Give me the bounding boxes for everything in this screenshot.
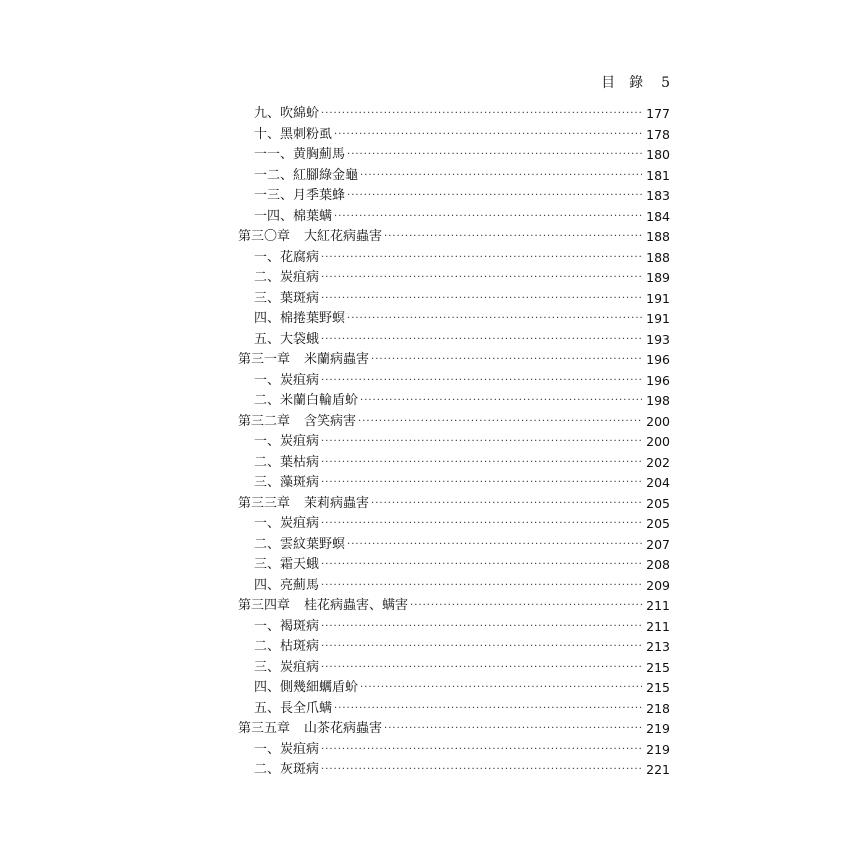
toc-entry-label <box>238 719 382 740</box>
toc-item-row <box>238 391 670 412</box>
toc-page-number: 200 <box>646 413 670 429</box>
toc-page-number: 209 <box>646 577 670 593</box>
dot-leader <box>321 104 642 124</box>
toc-chapter-title: 山茶花病蟲害 <box>304 721 383 736</box>
dot-leader <box>321 760 642 780</box>
toc-page-number: 205 <box>646 516 670 531</box>
toc-item-row <box>238 330 670 351</box>
toc-page-number: 177 <box>646 106 670 121</box>
toc-chapter-number: 第三五章 <box>238 721 291 736</box>
toc-chapter-row <box>238 227 670 248</box>
dot-leader <box>371 350 642 370</box>
toc-page-number: 204 <box>646 475 670 490</box>
dot-leader <box>321 371 642 391</box>
dot-leader <box>384 227 642 247</box>
toc-page-number: 191 <box>646 311 670 326</box>
dot-leader <box>334 125 642 145</box>
toc-item-row <box>238 104 670 125</box>
toc-page-number: 180 <box>646 147 670 162</box>
toc-chapter-number: 第三四章 <box>238 598 291 613</box>
toc-page-number: 211 <box>646 598 670 613</box>
toc-item-row <box>238 576 670 597</box>
dot-leader <box>360 391 642 411</box>
toc-page-number: 205 <box>646 495 670 511</box>
toc-entry-label: 九、吹綿蚧 <box>254 106 320 121</box>
toc-page-number: 202 <box>646 454 670 470</box>
toc-item-row <box>238 473 670 494</box>
toc-entry-label <box>238 350 369 371</box>
dot-leader <box>321 576 642 596</box>
toc-item-row <box>238 166 670 187</box>
toc-item-row <box>238 309 670 330</box>
dot-leader <box>371 494 642 514</box>
toc-page-number: 193 <box>646 331 670 347</box>
dot-leader <box>347 309 642 329</box>
toc-page-number: 191 <box>646 290 670 306</box>
toc-entry-label: 二、葉枯病 <box>254 454 320 470</box>
toc-page-number: 188 <box>646 229 670 244</box>
toc-chapter-row <box>238 350 670 371</box>
toc-item-row <box>238 699 670 720</box>
running-header-page-number: 5 <box>661 75 670 91</box>
toc-chapter-title: 米蘭病蟲害 <box>304 352 370 367</box>
toc-entry-label: 一三、月季葉蜂 <box>254 188 346 203</box>
toc-page-number: 184 <box>646 208 670 224</box>
toc-entry-label: 二、炭疽病 <box>254 270 320 285</box>
toc-entry-label: 二、雲紋葉野螟 <box>254 536 346 552</box>
toc-entry-label <box>238 596 408 617</box>
toc-page-number: 221 <box>646 762 670 777</box>
toc-entry-label: 十、黑刺粉虱 <box>254 126 333 142</box>
toc-item-row <box>238 617 670 638</box>
toc-page-number: 211 <box>646 618 670 634</box>
toc-entry-label: 一一、黄胸薊馬 <box>254 147 346 162</box>
toc-entry-label: 四、棉捲葉野螟 <box>254 311 346 326</box>
toc-chapter-row <box>238 719 670 740</box>
toc-chapter-number: 第三二章 <box>238 413 291 429</box>
toc-page-number: 200 <box>646 434 670 449</box>
toc-item-row <box>238 678 670 699</box>
toc-chapter-row <box>238 596 670 617</box>
dot-leader <box>321 330 642 350</box>
toc-item-row <box>238 371 670 392</box>
dot-leader <box>410 596 642 616</box>
toc-page-number: 178 <box>646 126 670 142</box>
toc-page-number: 189 <box>646 270 670 285</box>
dot-leader <box>321 514 642 534</box>
toc-entry-label: 四、亮薊馬 <box>254 577 320 593</box>
toc-page-number: 181 <box>646 167 670 183</box>
toc-entry-label: 二、灰斑病 <box>254 762 320 777</box>
toc-page-number: 219 <box>646 741 670 757</box>
toc-chapter-number: 第三一章 <box>238 352 291 367</box>
toc-entry-label: 三、藻斑病 <box>254 475 320 490</box>
toc-item-row <box>238 535 670 556</box>
toc-page-number: 213 <box>646 639 670 654</box>
toc-page-number: 183 <box>646 188 670 203</box>
toc-entry-label: 一、炭疽病 <box>254 434 320 449</box>
toc-entry-label: 一二、紅腳綠金龜 <box>254 167 359 183</box>
toc-page-number: 215 <box>646 680 670 695</box>
dot-leader <box>360 166 642 186</box>
toc-chapter-title: 大紅花病蟲害 <box>304 229 383 244</box>
dot-leader <box>321 432 642 452</box>
toc-entry-label: 一、炭疽病 <box>254 741 320 757</box>
table-of-contents <box>238 104 670 781</box>
toc-item-row <box>238 145 670 166</box>
dot-leader <box>321 289 642 309</box>
toc-entry-label <box>238 412 356 433</box>
dot-leader <box>347 186 642 206</box>
toc-page-number: 218 <box>646 700 670 716</box>
toc-item-row <box>238 289 670 310</box>
toc-item-row <box>238 658 670 679</box>
dot-leader <box>358 412 642 432</box>
toc-entry-label: 五、大袋蛾 <box>254 331 320 347</box>
toc-chapter-title: 茉莉病蟲害 <box>304 495 370 511</box>
toc-chapter-number: 第三三章 <box>238 495 291 511</box>
toc-entry-label: 一四、棉葉螨 <box>254 208 333 224</box>
toc-entry-label: 一、花腐病 <box>254 249 320 265</box>
dot-leader <box>321 617 642 637</box>
toc-page-number: 188 <box>646 249 670 265</box>
toc-entry-label: 三、霜天蛾 <box>254 557 320 572</box>
toc-entry-label: 一、炭疽病 <box>254 372 320 388</box>
toc-item-row <box>238 760 670 781</box>
toc-chapter-row <box>238 412 670 433</box>
toc-entry-label: 四、側幾細蠣盾蚧 <box>254 680 359 695</box>
toc-page-number: 196 <box>646 352 670 367</box>
toc-item-row <box>238 740 670 761</box>
toc-page-number: 196 <box>646 372 670 388</box>
dot-leader <box>321 555 642 575</box>
toc-chapter-number: 第三〇章 <box>238 229 291 244</box>
toc-entry-label <box>238 494 369 515</box>
toc-chapter-title: 桂花病蟲害、螨害 <box>304 598 409 613</box>
toc-item-row <box>238 248 670 269</box>
toc-entry-label: 三、炭疽病 <box>254 659 320 675</box>
toc-entry-label: 二、枯斑病 <box>254 639 320 654</box>
toc-page-number: 208 <box>646 557 670 572</box>
dot-leader <box>360 678 642 698</box>
toc-chapter-title: 含笑病害 <box>304 413 357 429</box>
toc-item-row <box>238 186 670 207</box>
toc-item-row <box>238 432 670 453</box>
dot-leader <box>321 248 642 268</box>
toc-item-row <box>238 514 670 535</box>
toc-entry-label: 三、葉斑病 <box>254 290 320 306</box>
running-header <box>601 72 670 92</box>
toc-page-number: 207 <box>646 536 670 552</box>
dot-leader <box>347 535 642 555</box>
toc-entry-label: 五、長全爪螨 <box>254 700 333 716</box>
dot-leader <box>321 453 642 473</box>
toc-entry-label: 二、米蘭白輪盾蚧 <box>254 393 359 408</box>
toc-item-row <box>238 125 670 146</box>
toc-item-row <box>238 555 670 576</box>
toc-entry-label <box>238 227 382 248</box>
toc-item-row <box>238 453 670 474</box>
dot-leader <box>384 719 642 739</box>
dot-leader <box>321 473 642 493</box>
toc-entry-label: 一、炭疽病 <box>254 516 320 531</box>
toc-item-row <box>238 207 670 228</box>
dot-leader <box>321 637 642 657</box>
dot-leader <box>321 268 642 288</box>
toc-chapter-row <box>238 494 670 515</box>
dot-leader <box>321 658 642 678</box>
dot-leader <box>334 207 642 227</box>
running-header-title: 目 錄 <box>601 75 644 91</box>
toc-item-row <box>238 268 670 289</box>
toc-item-row <box>238 637 670 658</box>
toc-page-number: 215 <box>646 659 670 675</box>
dot-leader <box>334 699 642 719</box>
dot-leader <box>321 740 642 760</box>
toc-page-number: 198 <box>646 393 670 408</box>
dot-leader <box>347 145 642 165</box>
toc-entry-label: 一、褐斑病 <box>254 618 320 634</box>
toc-page-number: 219 <box>646 721 670 736</box>
